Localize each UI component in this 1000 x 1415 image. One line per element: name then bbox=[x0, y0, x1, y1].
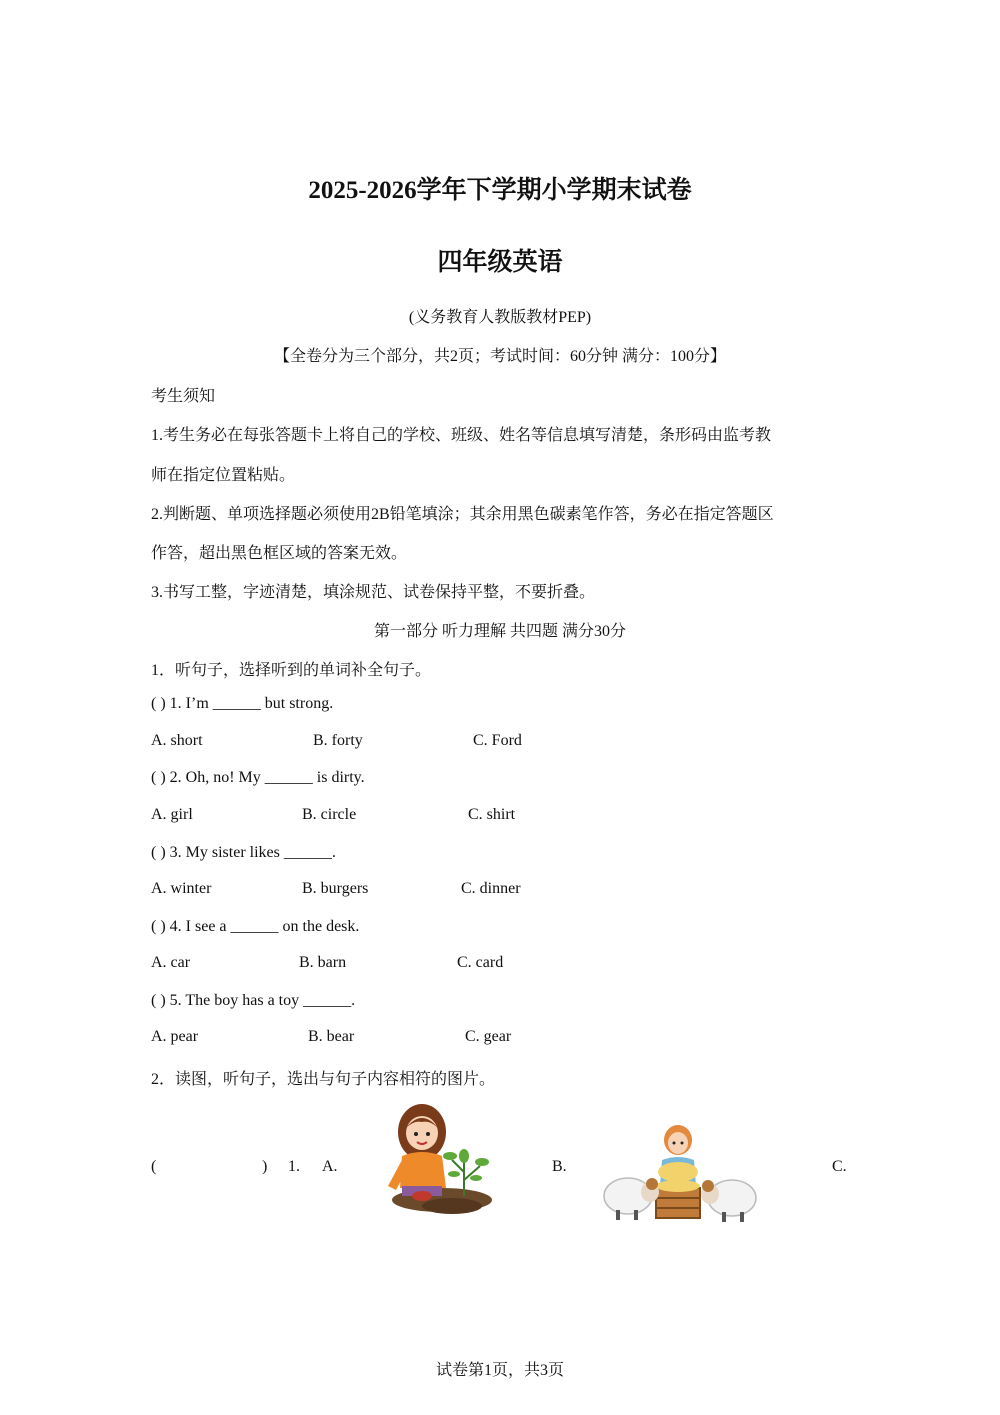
part1-header: 第一部分 听力理解 共四题 满分30分 bbox=[373, 623, 626, 640]
q1-item-5-stem: ( ) 5. The boy has a toy ______. bbox=[151, 992, 356, 1009]
notice-line-2b: 作答，超出黑色框区域的答案无效。 bbox=[151, 545, 408, 562]
q1-item-1-option-b: B. forty bbox=[313, 732, 363, 749]
q2-item-number: 1. bbox=[288, 1158, 300, 1175]
q1-item-4-stem: ( ) 4. I see a ______ on the desk. bbox=[151, 918, 360, 935]
q1-item-5-option-a: A. pear bbox=[151, 1028, 199, 1045]
q1-item-3-option-a: A. winter bbox=[151, 880, 212, 897]
q2-instruction: 2．读图，听句子，选出与句子内容相符的图片。 bbox=[151, 1071, 496, 1088]
page-footer: 试卷第1页，共3页 bbox=[435, 1362, 564, 1379]
q1-item-4-option-b: B. barn bbox=[299, 954, 347, 971]
q2-option-c-label: C. bbox=[832, 1158, 847, 1175]
girl-feeding-sheep-icon bbox=[600, 1122, 760, 1224]
notice-line-2a: 2.判断题、单项选择题必须使用2B铅笔填涂；其余用黑色碳素笔作答，务必在指定答题区 bbox=[151, 506, 774, 523]
q1-item-3-option-b: B. burgers bbox=[302, 880, 369, 897]
girl-planting-icon bbox=[372, 1100, 497, 1222]
exam-subtitle: 四年级英语 bbox=[437, 249, 563, 276]
notice-line-1a: 1.考生务必在每张答题卡上将自己的学校、班级、姓名等信息填写清楚，条形码由监考教 bbox=[151, 427, 772, 444]
q1-item-2-option-a: A. girl bbox=[151, 806, 193, 823]
notice-heading: 考生须知 bbox=[151, 388, 216, 405]
q2-option-a-label: A. bbox=[322, 1158, 338, 1175]
q1-item-3-option-c: C. dinner bbox=[461, 880, 521, 897]
q1-item-4-option-a: A. car bbox=[151, 954, 191, 971]
q1-item-2-stem: ( ) 2. Oh, no! My ______ is dirty. bbox=[151, 769, 365, 786]
q2-option-b-label: B. bbox=[552, 1158, 567, 1175]
q2-paren-open: ( bbox=[151, 1158, 157, 1175]
exam-info: 【全卷分为三个部分，共2页；考试时间：60分钟 满分：100分】 bbox=[273, 348, 726, 365]
q1-item-5-option-b: B. bear bbox=[308, 1028, 355, 1045]
q1-item-5-option-c: C. gear bbox=[465, 1028, 512, 1045]
q1-item-1-stem: ( ) 1. I’m ______ but strong. bbox=[151, 695, 334, 712]
notice-line-3: 3.书写工整，字迹清楚，填涂规范、试卷保持平整，不要折叠。 bbox=[151, 584, 596, 601]
q1-item-4-option-c: C. card bbox=[457, 954, 504, 971]
q1-item-1-option-c: C. Ford bbox=[473, 732, 522, 749]
q1-item-2-option-b: B. circle bbox=[302, 806, 357, 823]
q1-item-2-option-c: C. shirt bbox=[468, 806, 516, 823]
q2-paren-close: ) bbox=[262, 1158, 268, 1175]
exam-title: 2025-2026学年下学期小学期末试卷 bbox=[308, 177, 692, 204]
edition-note: (义务教育人教版教材PEP) bbox=[408, 309, 592, 326]
q1-item-1-option-a: A. short bbox=[151, 732, 203, 749]
notice-line-1b: 师在指定位置粘贴。 bbox=[151, 467, 296, 484]
q1-instruction: 1．听句子，选择听到的单词补全句子。 bbox=[151, 662, 432, 679]
q1-item-3-stem: ( ) 3. My sister likes ______. bbox=[151, 844, 336, 861]
